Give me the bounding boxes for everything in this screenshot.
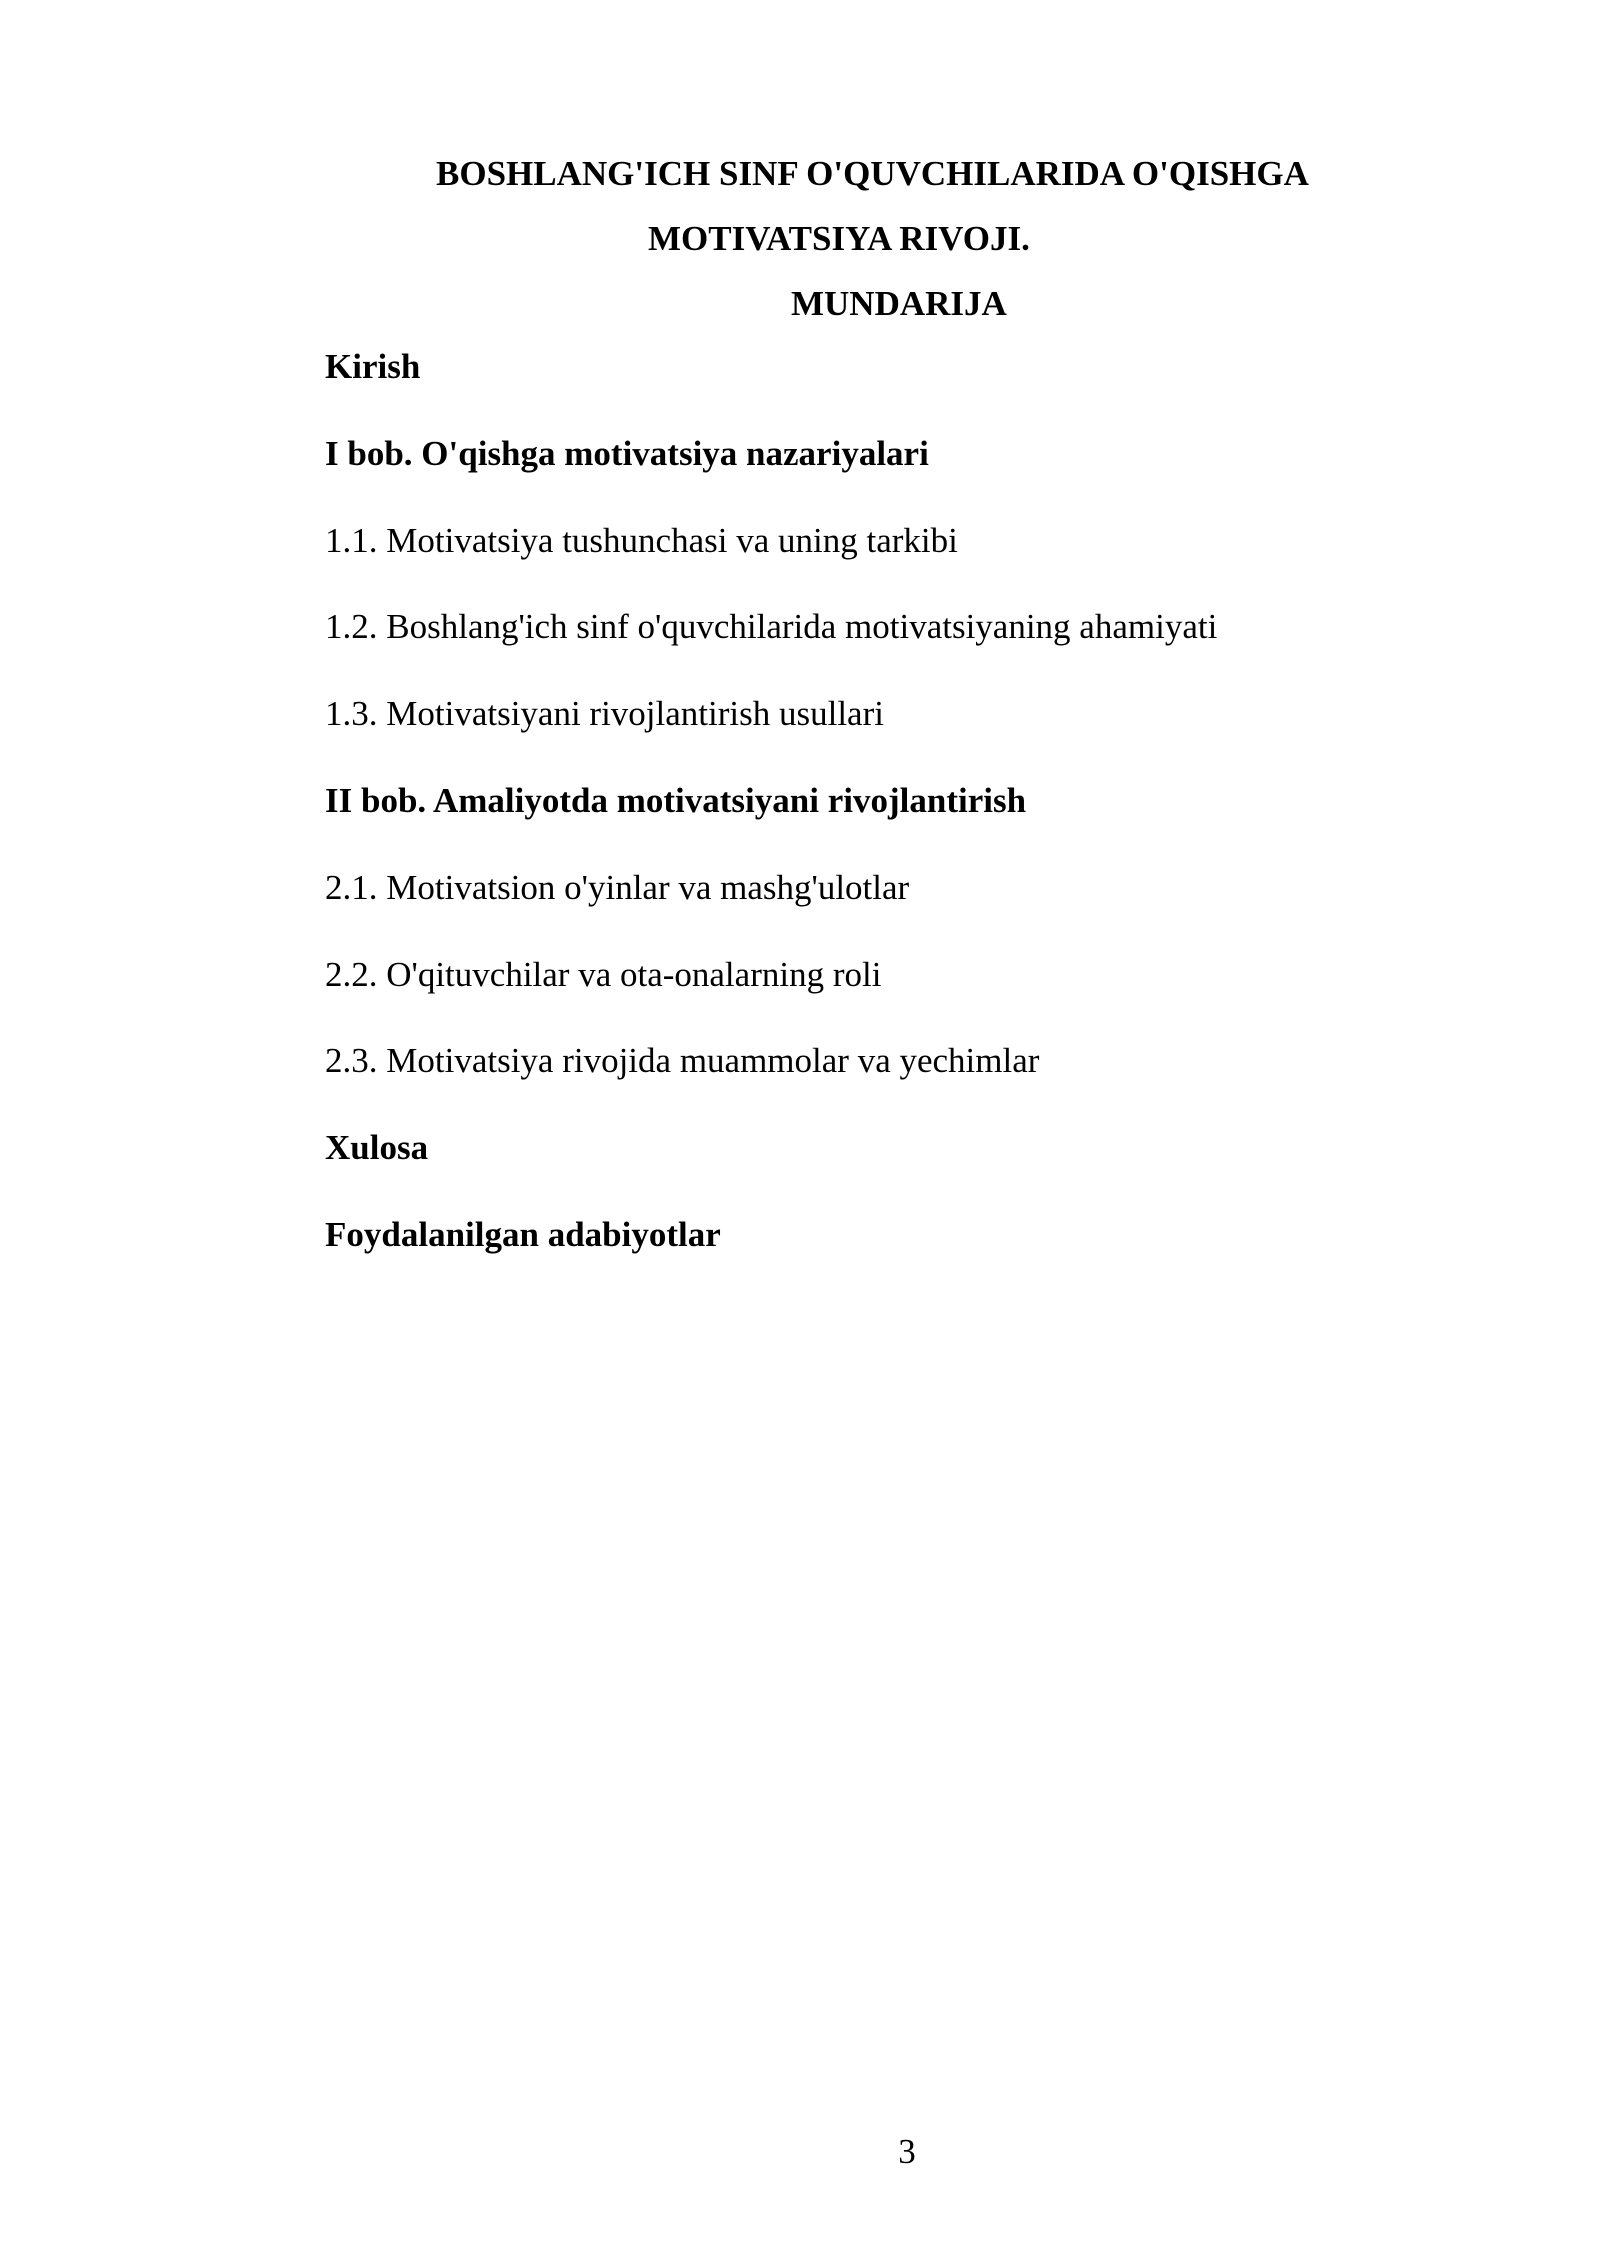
toc-entry-1-1: 1.1. Motivatsiya tushunchasi va uning tarkibi xyxy=(325,520,958,560)
document-title-line-1: BOSHLANG'ICH SINF O'QUVCHILARIDA O'QISHGA xyxy=(436,154,1309,193)
toc-entry-xulosa: Xulosa xyxy=(325,1128,429,1168)
toc-entry-references: Foydalanilgan adabiyotlar xyxy=(325,1214,721,1254)
toc-entry-1-3: 1.3. Motivatsiyani rivojlantirish usullari xyxy=(325,694,884,734)
toc-entry-2-3: 2.3. Motivatsiya rivojida muammolar va yechimlar xyxy=(325,1041,1040,1081)
toc-entry-1-2: 1.2. Boshlang'ich sinf o'quvchilarida motivatsiyaning ahamiyati xyxy=(325,607,1218,647)
toc-heading: MUNDARIJA xyxy=(791,284,1007,323)
page-number: 3 xyxy=(898,2132,916,2171)
toc-entry-2-1: 2.1. Motivatsion o'yinlar va mashg'ulotlar xyxy=(325,867,910,907)
document-title-line-2: MOTIVATSIYA RIVOJI. xyxy=(648,219,1030,258)
toc-entry-kirish: Kirish xyxy=(325,347,421,386)
toc-entry-chapter-2: II bob. Amaliyotda motivatsiyani rivojlantirish xyxy=(325,780,1027,820)
toc-entry-chapter-1: I bob. O'qishga motivatsiya nazariyalari xyxy=(325,433,929,473)
toc-entry-2-2: 2.2. O'qituvchilar va ota-onalarning roli xyxy=(325,954,882,994)
table-of-contents xyxy=(325,347,1217,1302)
